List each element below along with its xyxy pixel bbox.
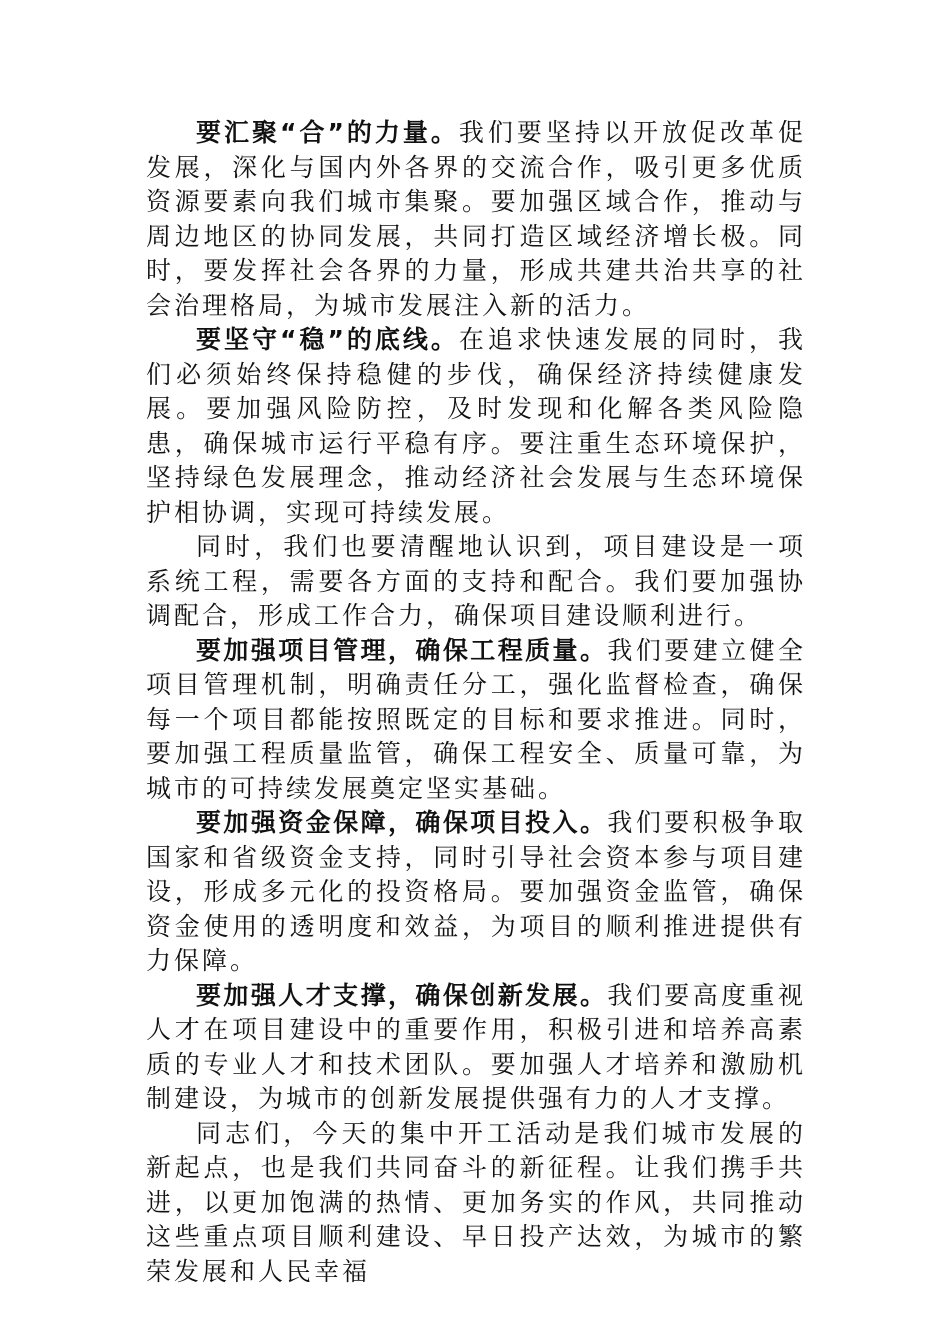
document-page [146,116,806,1336]
paragraph-2-text: 在追求快速发展的同时，我们必须始终保持稳健的步伐，确保经济持续健康发展。要加强风险防控，及时发现和化解各类风险隐患，确保城市运行平稳有序。要注重生态环境保护，坚持绿色发展理念，推动经济社会发展与生态环境保护相协调，实现可持续发展。 [146,325,806,527]
paragraph-1-heading: 要汇聚“合”的力量。 [196,118,459,147]
paragraph-4-text: 我们要建立健全项目管理机制，明确责任分工，强化监督检查，确保每一个项目都能按照既定的目标和要求推进。同时，要加强工程质量监管，确保工程安全、质量可靠，为城市的可持续发展奠定坚实基础。 [146,635,806,803]
paragraph-4-heading: 要加强项目管理，确保工程质量。 [196,635,608,665]
paragraph-1-text: 我们要坚持以开放促改革促发展，深化与国内外各界的交流合作，吸引更多优质资源要素向我们城市集聚。要加强区域合作，推动与周边地区的协同发展，共同打造区域经济增长极。同时，要发挥社会各界的力量，形成共建共治共享的社会治理格局，为城市发展注入新的活力。 [146,118,806,320]
paragraph-7 [146,1117,806,1290]
paragraph-1 [146,116,806,323]
paragraph-3 [146,530,806,634]
paragraph-7-text: 同志们，今天的集中开工活动是我们城市发展的新起点，也是我们共同奋斗的新征程。让我们携手共进，以更加饱满的热情、更加务实的作风，共同推动这些重点项目顺利建设、早日投产达效，为城市的繁荣发展和人民幸福 [146,1118,806,1286]
paragraph-4 [146,634,806,807]
paragraph-3-text: 同时，我们也要清醒地认识到，项目建设是一项系统工程，需要各方面的支持和配合。我们要加强协调配合，形成工作合力，确保项目建设顺利进行。 [146,532,806,630]
paragraph-2 [146,323,806,530]
paragraph-5-heading: 要加强资金保障，确保项目投入。 [196,808,608,837]
paragraph-6-heading: 要加强人才支撑，确保创新发展。 [196,980,608,1010]
paragraph-2-heading: 要坚守“稳”的底线。 [196,325,459,354]
paragraph-6-text: 我们要高度重视人才在项目建设中的重要作用，积极引进和培养高素质的专业人才和技术团队。要加强人才培养和激励机制建设，为城市的创新发展提供强有力的人才支撑。 [146,980,806,1113]
paragraph-6 [146,979,806,1117]
paragraph-5-text: 我们要积极争取国家和省级资金支持，同时引导社会资本参与项目建设，形成多元化的投资格局。要加强资金监管，确保资金使用的透明度和效益，为项目的顺利推进提供有力保障。 [146,808,806,975]
paragraph-5 [146,806,806,979]
